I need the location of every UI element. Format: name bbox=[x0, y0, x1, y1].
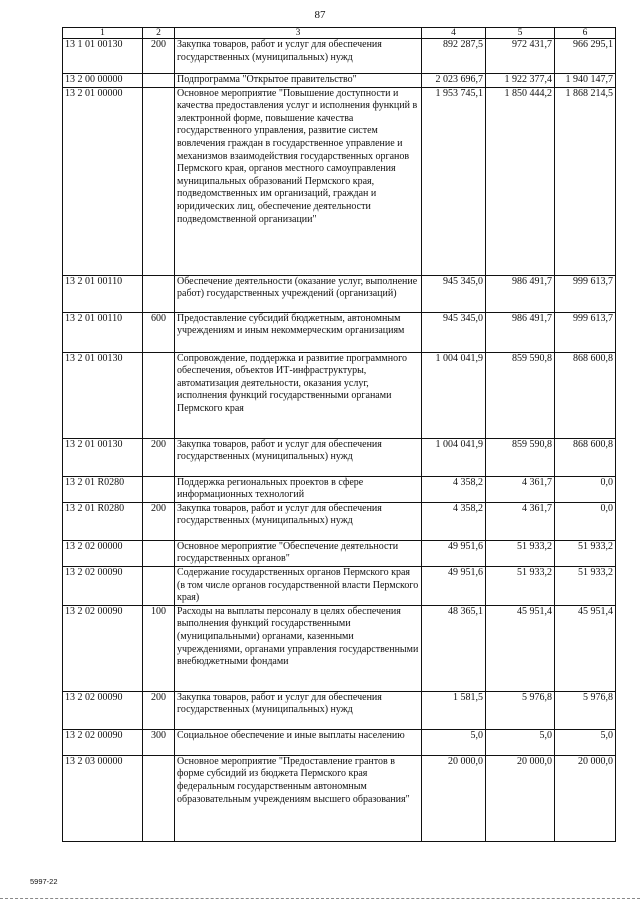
amount-col-5: 51 933,2 bbox=[486, 540, 555, 566]
row-name: Подпрограмма "Открытое правительство" bbox=[175, 74, 422, 88]
amount-col-5: 859 590,8 bbox=[486, 438, 555, 476]
target-article-code: 13 2 01 00130 bbox=[63, 438, 143, 476]
amount-col-6: 0,0 bbox=[555, 476, 616, 502]
row-name: Сопровождение, поддержка и развитие программного обеспечения, объектов ИТ-инфраструктуры, автоматизация деятельности, оказания услуг, исполнения функций государственными органами Пермского края bbox=[175, 352, 422, 438]
table-row bbox=[63, 502, 616, 540]
row-name: Поддержка региональных проектов в сфере информационных технологий bbox=[175, 476, 422, 502]
expense-type-code bbox=[143, 566, 175, 605]
amount-col-6: 999 613,7 bbox=[555, 275, 616, 312]
amount-col-4: 945 345,0 bbox=[422, 275, 486, 312]
amount-col-5: 972 431,7 bbox=[486, 39, 555, 74]
amount-col-6: 20 000,0 bbox=[555, 755, 616, 841]
target-article-code: 13 2 01 00130 bbox=[63, 352, 143, 438]
amount-col-4: 1 581,5 bbox=[422, 691, 486, 729]
amount-col-6: 1 868 214,5 bbox=[555, 87, 616, 275]
amount-col-5: 986 491,7 bbox=[486, 275, 555, 312]
expense-type-code: 200 bbox=[143, 39, 175, 74]
table-row bbox=[63, 39, 616, 74]
amount-col-4: 1 004 041,9 bbox=[422, 438, 486, 476]
amount-col-5: 51 933,2 bbox=[486, 566, 555, 605]
amount-col-5: 1 922 377,4 bbox=[486, 74, 555, 88]
amount-col-5: 5 976,8 bbox=[486, 691, 555, 729]
amount-col-4: 49 951,6 bbox=[422, 566, 486, 605]
amount-col-6: 51 933,2 bbox=[555, 540, 616, 566]
table-row bbox=[63, 87, 616, 275]
amount-col-4: 48 365,1 bbox=[422, 605, 486, 691]
expense-type-code bbox=[143, 540, 175, 566]
expense-type-code: 100 bbox=[143, 605, 175, 691]
expense-type-code: 200 bbox=[143, 438, 175, 476]
amount-col-6: 5 976,8 bbox=[555, 691, 616, 729]
amount-col-4: 20 000,0 bbox=[422, 755, 486, 841]
page-bottom-divider bbox=[0, 898, 640, 899]
column-header: 5 bbox=[486, 28, 555, 39]
table-row bbox=[63, 275, 616, 312]
table-row bbox=[63, 74, 616, 88]
target-article-code: 13 2 02 00090 bbox=[63, 566, 143, 605]
amount-col-6: 868 600,8 bbox=[555, 352, 616, 438]
amount-col-5: 5,0 bbox=[486, 729, 555, 755]
amount-col-4: 945 345,0 bbox=[422, 312, 486, 352]
column-header: 1 bbox=[63, 28, 143, 39]
row-name: Закупка товаров, работ и услуг для обеспечения государственных (муниципальных) нужд bbox=[175, 502, 422, 540]
amount-col-5: 4 361,7 bbox=[486, 502, 555, 540]
target-article-code: 13 2 01 00000 bbox=[63, 87, 143, 275]
page-number: 87 bbox=[314, 9, 326, 21]
target-article-code: 13 1 01 00130 bbox=[63, 39, 143, 74]
column-header: 4 bbox=[422, 28, 486, 39]
amount-col-4: 892 287,5 bbox=[422, 39, 486, 74]
target-article-code: 13 2 01 00110 bbox=[63, 312, 143, 352]
amount-col-5: 859 590,8 bbox=[486, 352, 555, 438]
row-name: Основное мероприятие "Обеспечение деятельности государственных органов" bbox=[175, 540, 422, 566]
expense-type-code bbox=[143, 74, 175, 88]
row-name: Закупка товаров, работ и услуг для обеспечения государственных (муниципальных) нужд bbox=[175, 39, 422, 74]
target-article-code: 13 2 02 00000 bbox=[63, 540, 143, 566]
expense-type-code bbox=[143, 476, 175, 502]
column-header: 6 bbox=[555, 28, 616, 39]
amount-col-4: 1 953 745,1 bbox=[422, 87, 486, 275]
amount-col-4: 5,0 bbox=[422, 729, 486, 755]
amount-col-6: 5,0 bbox=[555, 729, 616, 755]
amount-col-6: 999 613,7 bbox=[555, 312, 616, 352]
budget-table bbox=[62, 27, 616, 842]
column-header: 2 bbox=[143, 28, 175, 39]
column-number-row bbox=[63, 28, 616, 39]
table-row bbox=[63, 566, 616, 605]
amount-col-4: 2 023 696,7 bbox=[422, 74, 486, 88]
table-row bbox=[63, 540, 616, 566]
amount-col-6: 1 940 147,7 bbox=[555, 74, 616, 88]
row-name: Основное мероприятие "Предоставление грантов в форме субсидий из бюджета Пермского края федеральным государственным автономным образовательным учреждениям высшего образования" bbox=[175, 755, 422, 841]
table-row bbox=[63, 691, 616, 729]
row-name: Социальное обеспечение и иные выплаты населению bbox=[175, 729, 422, 755]
table-row bbox=[63, 755, 616, 841]
amount-col-5: 1 850 444,2 bbox=[486, 87, 555, 275]
expense-type-code bbox=[143, 352, 175, 438]
row-name: Расходы на выплаты персоналу в целях обеспечения выполнения функций государственными (муниципальными) органами, казенными учреждениями, органами управления государственными внебюджетными фондами bbox=[175, 605, 422, 691]
amount-col-5: 986 491,7 bbox=[486, 312, 555, 352]
table-row bbox=[63, 352, 616, 438]
expense-type-code bbox=[143, 87, 175, 275]
expense-type-code: 200 bbox=[143, 502, 175, 540]
expense-type-code: 300 bbox=[143, 729, 175, 755]
table-row bbox=[63, 729, 616, 755]
column-header: 3 bbox=[175, 28, 422, 39]
expense-type-code bbox=[143, 755, 175, 841]
target-article-code: 13 2 03 00000 bbox=[63, 755, 143, 841]
amount-col-6: 966 295,1 bbox=[555, 39, 616, 74]
row-name: Основное мероприятие "Повышение доступности и качества предоставления услуг и исполнения функций в электронной форме, повышение качества государственного управления, развитие систем вовлечения граждан в государственное управление и механизмов взаимодействия государственных органов Пермского края, органов местного самоуправления муниципальных образований Пермского края, подведомственных им организаций, граждан и юридических лиц, обеспечение деятельности подведомственной организации" bbox=[175, 87, 422, 275]
target-article-code: 13 2 00 00000 bbox=[63, 74, 143, 88]
expense-type-code: 200 bbox=[143, 691, 175, 729]
target-article-code: 13 2 01 R0280 bbox=[63, 476, 143, 502]
amount-col-6: 51 933,2 bbox=[555, 566, 616, 605]
amount-col-4: 1 004 041,9 bbox=[422, 352, 486, 438]
amount-col-4: 4 358,2 bbox=[422, 502, 486, 540]
table-row bbox=[63, 476, 616, 502]
target-article-code: 13 2 02 00090 bbox=[63, 691, 143, 729]
expense-type-code bbox=[143, 275, 175, 312]
amount-col-4: 49 951,6 bbox=[422, 540, 486, 566]
table-row bbox=[63, 312, 616, 352]
amount-col-6: 0,0 bbox=[555, 502, 616, 540]
expense-type-code: 600 bbox=[143, 312, 175, 352]
row-name: Содержание государственных органов Пермского края (в том числе органов государственной власти Пермского края) bbox=[175, 566, 422, 605]
target-article-code: 13 2 01 00110 bbox=[63, 275, 143, 312]
table-row bbox=[63, 605, 616, 691]
row-name: Предоставление субсидий бюджетным, автономным учреждениям и иным некоммерческим организациям bbox=[175, 312, 422, 352]
amount-col-6: 45 951,4 bbox=[555, 605, 616, 691]
table-row bbox=[63, 438, 616, 476]
target-article-code: 13 2 02 00090 bbox=[63, 605, 143, 691]
row-name: Обеспечение деятельности (оказание услуг, выполнение работ) государственных учреждений (организаций) bbox=[175, 275, 422, 312]
amount-col-5: 4 361,7 bbox=[486, 476, 555, 502]
row-name: Закупка товаров, работ и услуг для обеспечения государственных (муниципальных) нужд bbox=[175, 438, 422, 476]
row-name: Закупка товаров, работ и услуг для обеспечения государственных (муниципальных) нужд bbox=[175, 691, 422, 729]
amount-col-6: 868 600,8 bbox=[555, 438, 616, 476]
amount-col-5: 20 000,0 bbox=[486, 755, 555, 841]
document-footer-code: 5997-22 bbox=[30, 877, 58, 886]
amount-col-4: 4 358,2 bbox=[422, 476, 486, 502]
target-article-code: 13 2 02 00090 bbox=[63, 729, 143, 755]
target-article-code: 13 2 01 R0280 bbox=[63, 502, 143, 540]
amount-col-5: 45 951,4 bbox=[486, 605, 555, 691]
